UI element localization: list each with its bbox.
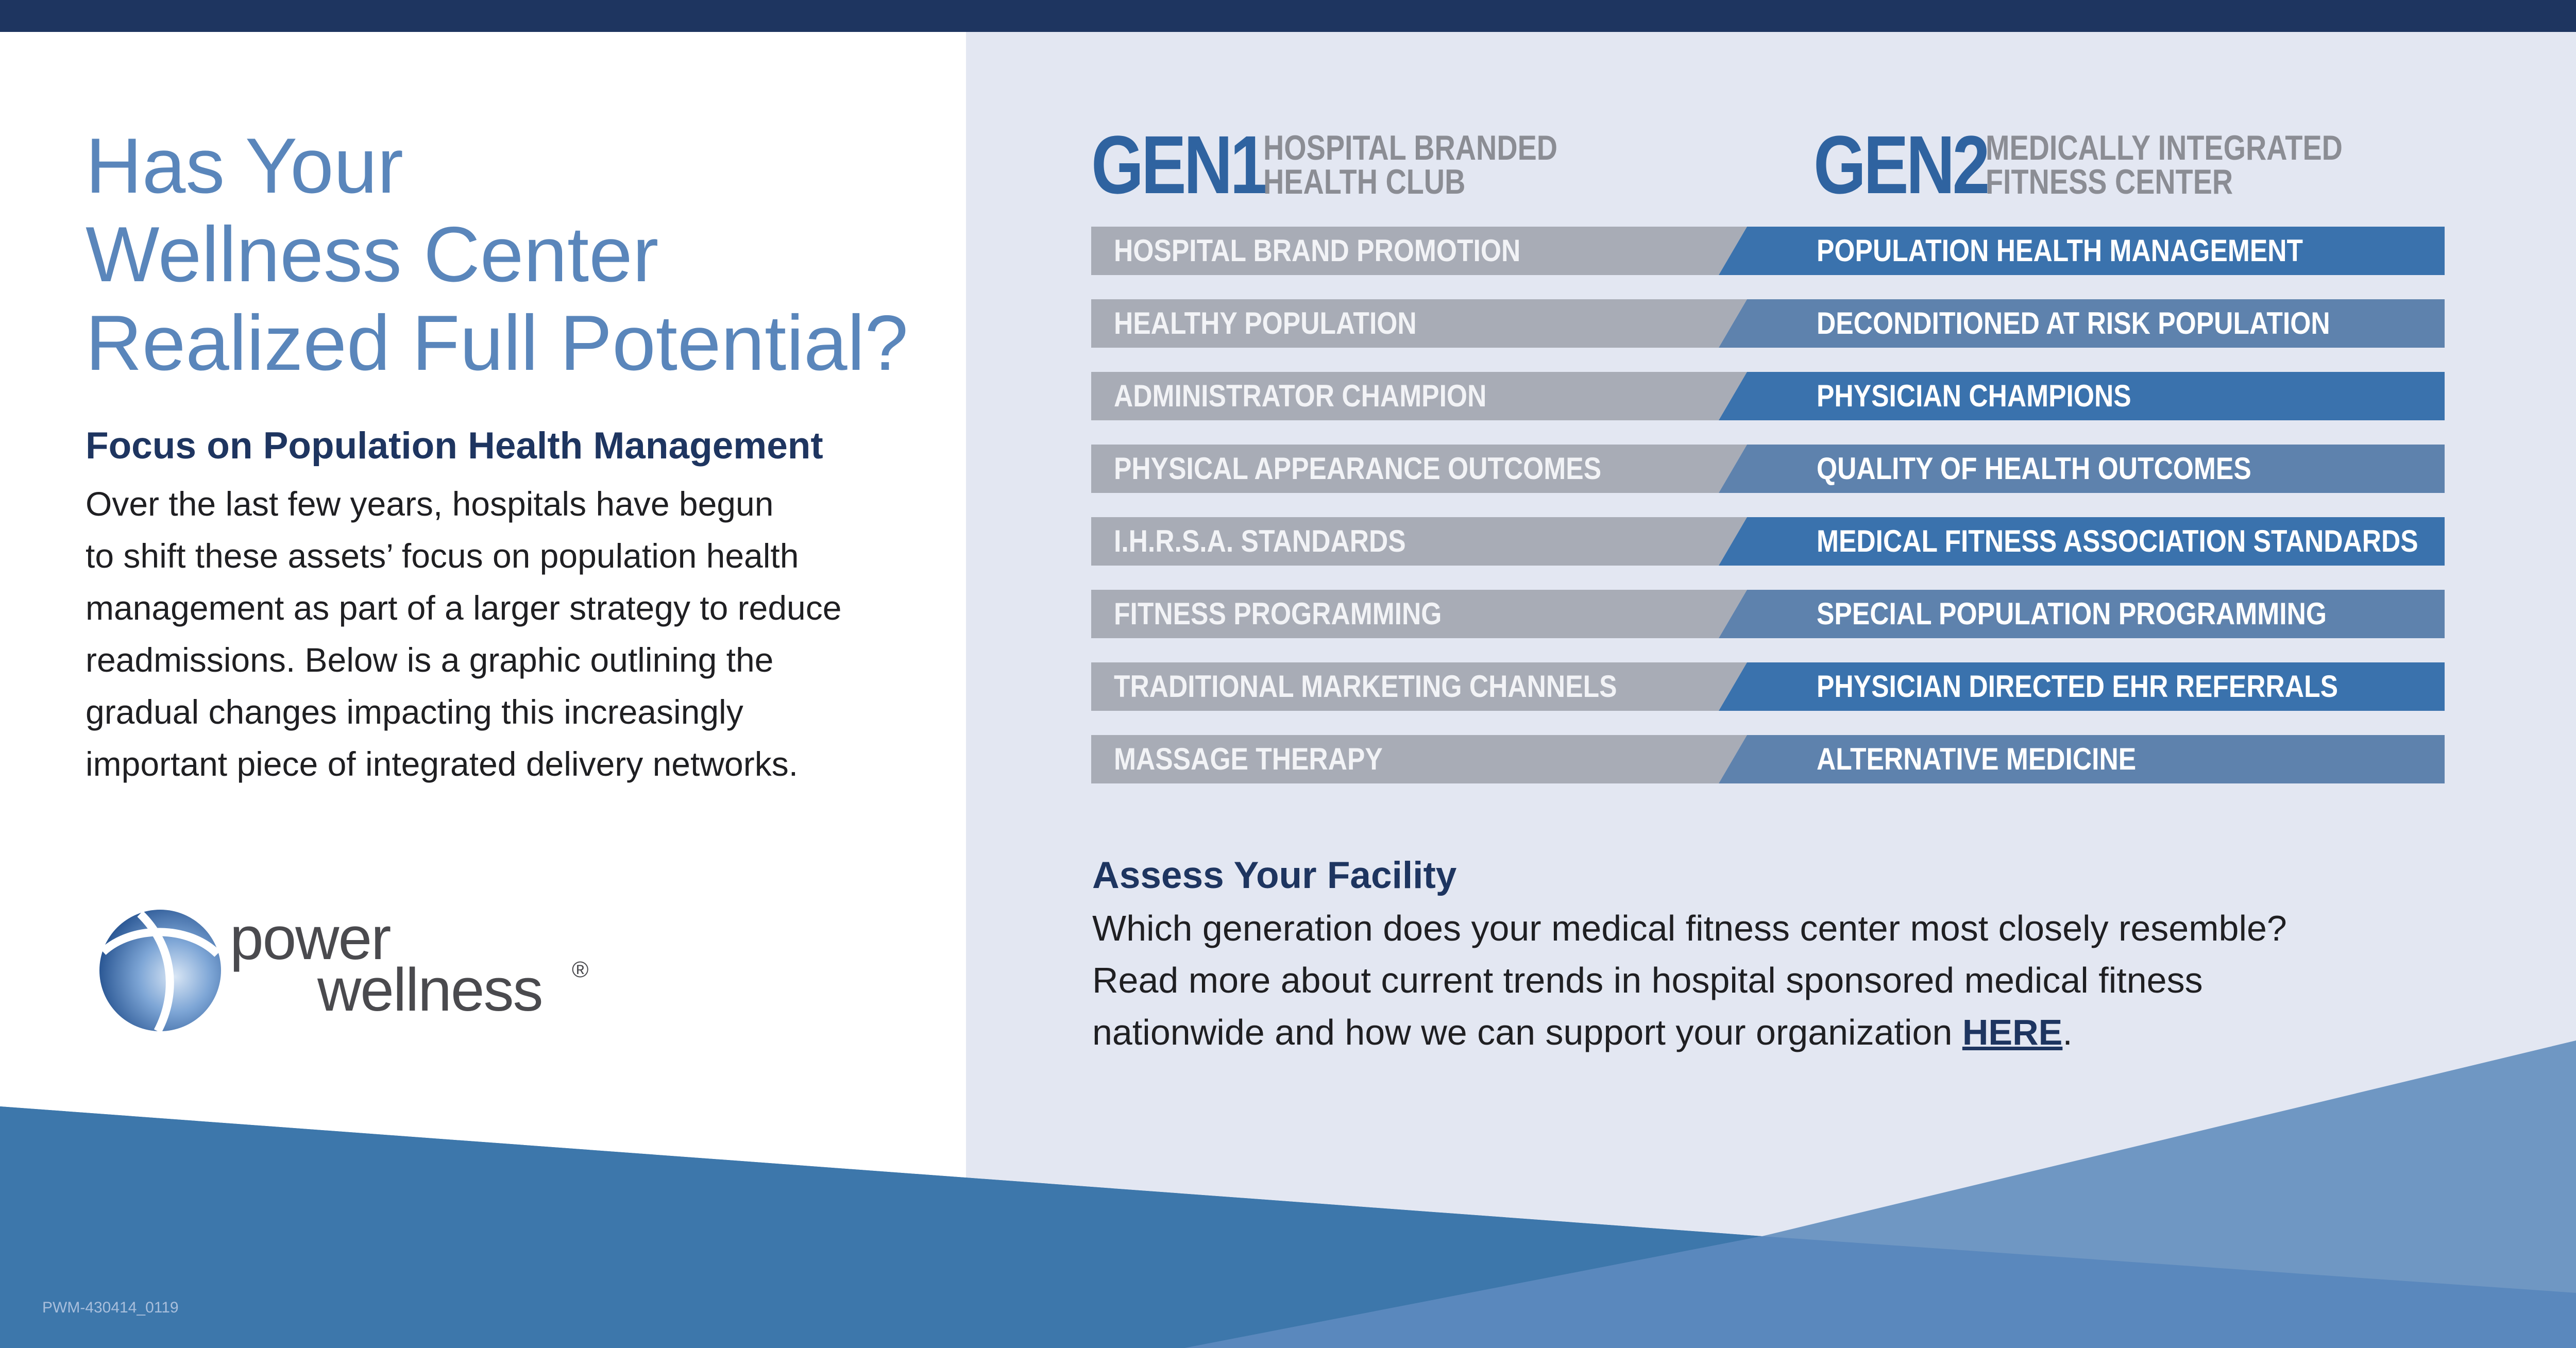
gen1-cell: HOSPITAL BRAND PROMOTION [1114,233,1521,268]
gen1-cell: TRADITIONAL MARKETING CHANNELS [1114,669,1617,704]
gen1-cell: MASSAGE THERAPY [1114,742,1383,776]
gen2-subtitle [1985,128,2343,201]
gen1-heading [1091,118,1622,211]
headline-line: Has Your [86,122,403,210]
comparison-row [1091,735,2445,783]
gen1-subtitle [1263,128,1557,201]
registered-mark: ® [572,957,589,982]
gen1-cell: I.H.R.S.A. STANDARDS [1114,524,1406,558]
comparison-row [1091,227,2445,275]
headline-line: Wellness Center [86,211,659,298]
focus-body-line: to shift these assets’ focus on population health [86,537,799,575]
focus-section-body [86,478,841,790]
gen2-cell: DECONDITIONED AT RISK POPULATION [1817,306,2330,340]
gen2-cell: PHYSICIAN DIRECTED EHR REFERRALS [1817,669,2338,704]
focus-body-line: Over the last few years, hospitals have begun [86,485,774,523]
gen2-heading [1814,118,2421,211]
gen2-cell: ALTERNATIVE MEDICINE [1817,742,2137,776]
comparison-row [1091,517,2445,566]
assess-body-line: Which generation does your medical fitness center most closely resemble? [1092,908,2287,948]
gen1-cell: ADMINISTRATOR CHAMPION [1114,379,1487,413]
comparison-row [1091,662,2445,711]
focus-body-line: management as part of a larger strategy to reduce [86,589,842,627]
logo-word-wellness: wellness [317,956,543,1024]
logo-wordmark [230,905,543,1024]
gen1-cell: FITNESS PROGRAMMING [1114,596,1442,631]
gen2-label: GEN2 [1814,118,1988,211]
gen1-subtitle-line: HEALTH CLUB [1263,162,1466,201]
focus-body-line: important piece of integrated delivery networks. [86,745,799,783]
assess-body-line: Read more about current trends in hospital sponsored medical fitness [1092,960,2203,1000]
logo-word-power: power [230,905,391,972]
gen1-label: GEN1 [1091,118,1265,211]
gen2-cell: MEDICAL FITNESS ASSOCIATION STANDARDS [1817,524,2418,558]
assess-section-title: Assess Your Facility [1092,855,1457,896]
page-headline [86,122,936,387]
gen1-subtitle-line: HOSPITAL BRANDED [1263,128,1557,167]
gen2-cell: SPECIAL POPULATION PROGRAMMING [1817,596,2327,631]
gen2-cell: PHYSICIAN CHAMPIONS [1817,379,2131,413]
comparison-row [1091,372,2445,420]
focus-body-line: readmissions. Below is a graphic outlining the [86,641,774,679]
assess-section-body [1092,902,2287,1059]
gen2-cell: QUALITY OF HEALTH OUTCOMES [1817,451,2251,486]
document-code: PWM-430414_0119 [42,1299,179,1316]
gen1-cell: HEALTHY POPULATION [1114,306,1417,340]
assess-line3-suffix: . [2062,1012,2073,1052]
focus-section-title: Focus on Population Health Management [86,425,823,467]
gen2-subtitle-line: MEDICALLY INTEGRATED [1985,128,2343,167]
assess-body-line [1092,1006,2287,1059]
here-link[interactable]: HERE [1962,1012,2063,1052]
assess-line3-prefix: nationwide and how we can support your organization [1092,1012,1962,1052]
focus-body-line: gradual changes impacting this increasingly [86,693,743,731]
gen2-cell: POPULATION HEALTH MANAGEMENT [1817,233,2303,268]
headline-line: Realized Full Potential? [86,299,908,387]
comparison-row [1091,590,2445,638]
comparison-row [1091,445,2445,493]
comparison-row [1091,299,2445,348]
gen1-cell: PHYSICAL APPEARANCE OUTCOMES [1114,451,1602,486]
gen2-subtitle-line: FITNESS CENTER [1985,162,2233,201]
